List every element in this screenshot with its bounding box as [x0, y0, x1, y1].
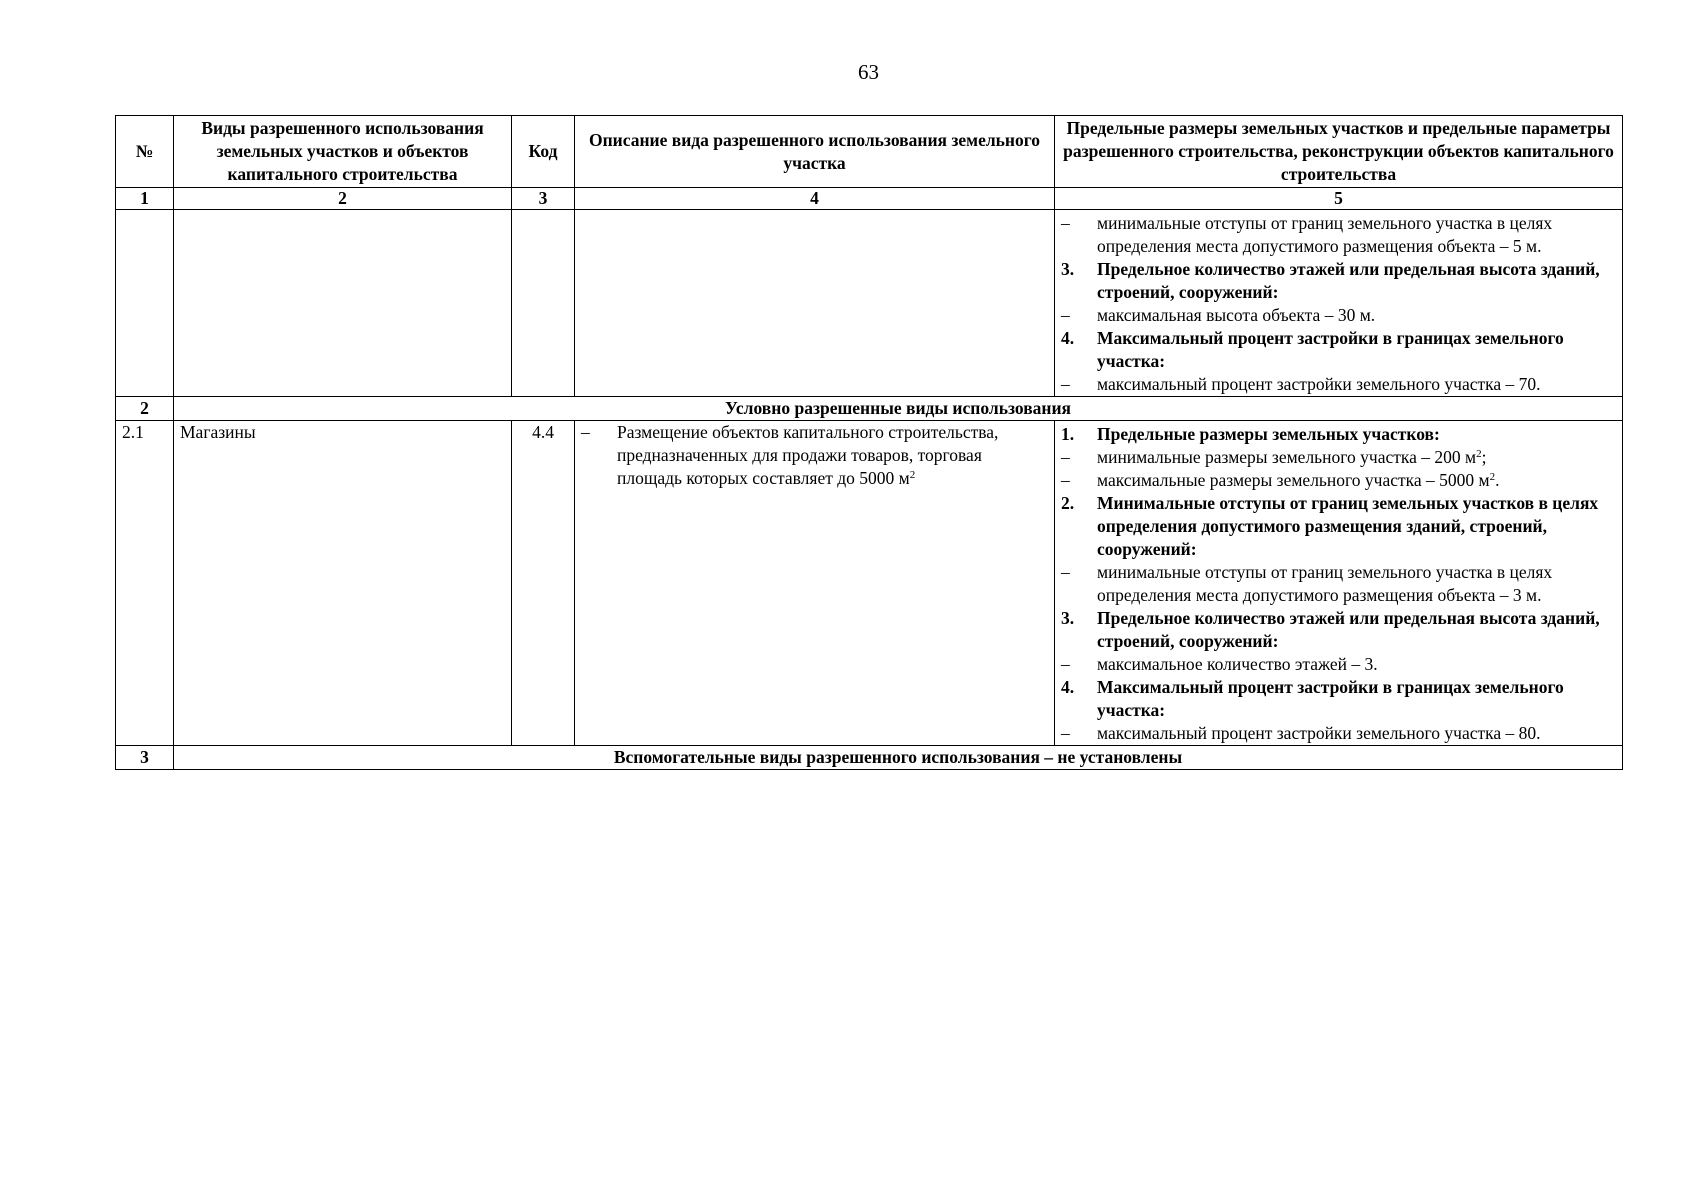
list-item [1061, 258, 1616, 304]
empty-cell [174, 210, 512, 397]
list-item [1061, 469, 1616, 492]
list-item-text: максимальные размеры земельного участка – 5000 $м^2$. [1097, 470, 1500, 490]
list-marker: 3. [1061, 608, 1075, 628]
list-item [1061, 212, 1616, 258]
list-item-text: Максимальный процент застройки в границах земельного участка: [1097, 328, 1564, 371]
list-item-text: максимальный процент застройки земельного участка – 80. [1097, 723, 1541, 743]
list-item [1061, 423, 1616, 446]
empty-cell [116, 210, 174, 397]
list-item-text: Предельные размеры земельных участков: [1097, 424, 1440, 444]
header-row [116, 116, 1623, 188]
section-number: 2 [116, 397, 174, 421]
list-marker: – [1061, 723, 1070, 743]
list-marker: – [1061, 447, 1070, 467]
section-title: Условно разрешенные виды использования [174, 397, 1623, 421]
column-number: 1 [116, 188, 174, 210]
list-item-text: максимальное количество этажей – 3. [1097, 654, 1378, 674]
description-text: Размещение объектов капитального строительства, предназначенных для продажи товаров, торговая площадь которых составляет до 5000 $м^2$ [617, 422, 999, 488]
list-item-text: максимальная высота объекта – 30 м. [1097, 305, 1376, 325]
list-item-text: Предельное количество этажей или предельная высота зданий, строений, сооружений: [1097, 608, 1600, 651]
list-item [1061, 304, 1616, 327]
list-item [1061, 446, 1616, 469]
list-item [1061, 327, 1616, 373]
use-description [575, 421, 1055, 746]
list-marker: 2. [1061, 493, 1075, 513]
limits-cell [1055, 210, 1623, 397]
list-item-text: Предельное количество этажей или предельная высота зданий, строений, сооружений: [1097, 259, 1600, 302]
list-marker: – [1061, 374, 1070, 394]
list-item-text: минимальные отступы от границ земельного участка в целях определения места допустимого размещения объекта – 3 м. [1097, 562, 1553, 605]
description-item [581, 421, 1048, 490]
column-number: 5 [1055, 188, 1623, 210]
land-use-table [115, 115, 1623, 770]
list-item [1061, 653, 1616, 676]
limits-list [1061, 212, 1616, 396]
list-marker: – [581, 422, 590, 442]
list-item-text: Минимальные отступы от границ земельных участков в целях определения допустимого размещения зданий, строений, сооружений: [1097, 493, 1599, 559]
list-marker: 1. [1061, 424, 1075, 444]
empty-cell [575, 210, 1055, 397]
header-num: № [116, 116, 174, 188]
list-item [1061, 561, 1616, 607]
column-number: 2 [174, 188, 512, 210]
limits-cell [1055, 421, 1623, 746]
list-item [1061, 722, 1616, 745]
header-types: Виды разрешенного использования земельных участков и объектов капитального строительства [174, 116, 512, 188]
table-row-2-1 [116, 421, 1623, 746]
list-item [1061, 607, 1616, 653]
section-title: Вспомогательные виды разрешенного использования – не установлены [174, 746, 1623, 770]
list-item [1061, 676, 1616, 722]
list-item-text: минимальные отступы от границ земельного участка в целях определения места допустимого размещения объекта – 5 м. [1097, 213, 1553, 256]
list-marker: 4. [1061, 677, 1075, 697]
column-number: 4 [575, 188, 1055, 210]
empty-cell [512, 210, 575, 397]
header-limits: Предельные размеры земельных участков и предельные параметры разрешенного строительства, реконструкции объектов капитального строительства [1055, 116, 1623, 188]
use-code: 4.4 [512, 421, 575, 746]
table-row-continued [116, 210, 1623, 397]
header-code: Код [512, 116, 575, 188]
list-marker: 3. [1061, 259, 1075, 279]
column-number: 3 [512, 188, 575, 210]
column-numbers-row [116, 188, 1623, 210]
list-item-text: Максимальный процент застройки в границах земельного участка: [1097, 677, 1564, 720]
list-marker: – [1061, 213, 1070, 233]
list-item [1061, 492, 1616, 561]
use-type-name: Магазины [174, 421, 512, 746]
list-marker: – [1061, 654, 1070, 674]
section-row-2 [116, 397, 1623, 421]
limits-list [1061, 423, 1616, 745]
header-description: Описание вида разрешенного использования земельного участка [575, 116, 1055, 188]
row-number: 2.1 [116, 421, 174, 746]
list-marker: – [1061, 470, 1070, 490]
list-item-text: максимальный процент застройки земельного участка – 70. [1097, 374, 1541, 394]
list-item-text: минимальные размеры земельного участка – 200 $м^2$; [1097, 447, 1487, 467]
section-number: 3 [116, 746, 174, 770]
section-row-3 [116, 746, 1623, 770]
page-number: 63 [858, 60, 879, 84]
list-item [1061, 373, 1616, 396]
list-marker: 4. [1061, 328, 1075, 348]
list-marker: – [1061, 562, 1070, 582]
list-marker: – [1061, 305, 1070, 325]
